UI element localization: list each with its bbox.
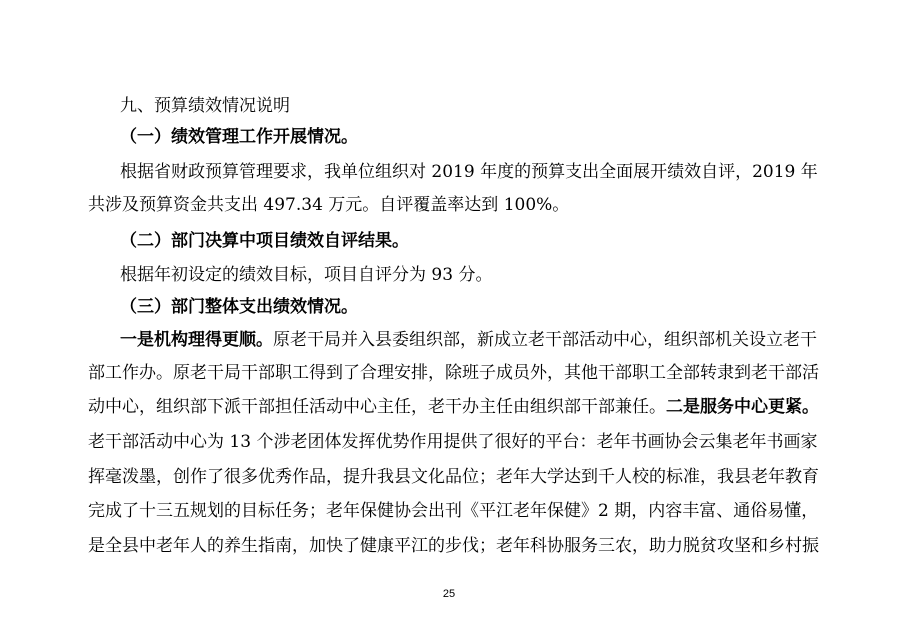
- paragraph-3-line-1-text: 原老干局并入县委组织部，新成立老干部活动中心，组织部机关设立老干: [273, 330, 817, 350]
- paragraph-1-line-2: 共涉及预算资金共支出 497.34 万元。自评覆盖率达到 100%。: [88, 195, 570, 215]
- paragraph-3-line-7: 是全县中老年人的养生指南，加快了健康平江的步伐；老年科协服务三农，助力脱贫攻坚和乡村振: [88, 536, 819, 556]
- paragraph-1-line-1: 根据省财政预算管理要求，我单位组织对 2019 年度的预算支出全面展开绩效自评，2019 年: [120, 162, 818, 182]
- paragraph-3-line-3-text: 动中心，组织部下派干部担任活动中心主任，老干办主任由组织部干部兼任。: [88, 397, 666, 417]
- page-number: 25: [442, 588, 456, 600]
- subsection-heading-2: （二）部门决算中项目绩效自评结果。: [120, 231, 409, 251]
- paragraph-3-line-3: [88, 396, 819, 418]
- paragraph-3-line-1: [120, 329, 817, 351]
- paragraph-3-line-4: 老干部活动中心为 13 个涉老团体发挥优势作用提供了很好的平台：老年书画协会云集老年书画家: [88, 432, 818, 452]
- paragraph-3-second-lead: 二是服务中心更紧。: [666, 397, 819, 417]
- paragraph-3-line-2: 部工作办。原老干局干部职工得到了合理安排，除班子成员外，其他干部职工全部转隶到老干部活: [88, 363, 819, 383]
- paragraph-3-line-6: 完成了十三五规划的目标任务；老年保健协会出刊《平江老年保健》2 期，内容丰富、通俗易懂，: [88, 501, 819, 521]
- subsection-heading-1: （一）绩效管理工作开展情况。: [120, 127, 358, 147]
- section-title: 九、预算绩效情况说明: [120, 96, 290, 116]
- paragraph-2-line-1: 根据年初设定的绩效目标，项目自评分为 93 分。: [120, 265, 493, 285]
- subsection-heading-3: （三）部门整体支出绩效情况。: [120, 297, 358, 317]
- paragraph-3-line-5: 挥毫泼墨，创作了很多优秀作品，提升我县文化品位；老年大学达到千人校的标准，我县老年教育: [88, 467, 819, 487]
- paragraph-3-lead: 一是机构理得更顺。: [120, 330, 273, 350]
